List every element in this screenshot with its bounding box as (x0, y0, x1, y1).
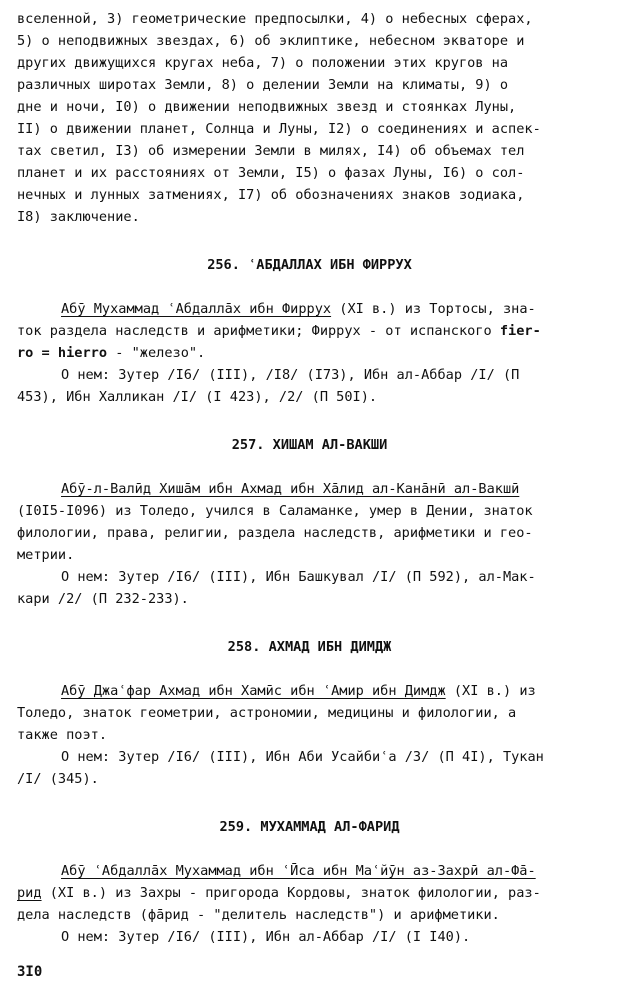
entry-256-line-3 (17, 342, 611, 364)
entry-259-heading: 259. МУХАММАД АЛ-ФАРИД (219, 819, 400, 835)
entry-257-refs-1: О нем: Зутер /I6/ (III), Ибн Башкувал /I/ (П 592), ал-Мак- (61, 569, 536, 585)
entry-257-line-1 (61, 478, 611, 500)
intro-line-8: планет и их расстояниях от Земли, I5) о фазах Луны, I6) о сол- (17, 165, 525, 181)
intro-line-9: нечных и лунных затмениях, I7) об обозначениях знаков зодиака, (17, 187, 525, 203)
entry-256-latin-2: ro = hierro (17, 345, 108, 361)
entry-259-name-part-2: рид (17, 885, 42, 901)
intro-line-5: дне и ночи, I0) о движении неподвижных звезд и стоянках Луны, (17, 99, 517, 115)
entry-256-line-1 (61, 298, 611, 320)
entry-257-heading: 257. ХИШАМ АЛ-ВАКШИ (231, 437, 388, 453)
entry-257-name: Абӯ-л-Валӣд Хишāм ибн Ахмад ибн Хāлид ал-Канāнӣ ал-Вакшӣ (61, 481, 520, 497)
entry-259-refs-1: О нем: Зутер /I6/ (III), Ибн ал-Аббар /I/ (I I40). (61, 929, 471, 945)
entry-258-line-3: также поэт. (17, 727, 108, 743)
entry-256-refs-1: О нем: Зутер /I6/ (III), /I8/ (I73), Ибн ал-Аббар /I/ (П (61, 367, 520, 383)
entry-258-name: Абӯ Джаʿфар Ахмад ибн Хамӣс ибн ʿАмир ибн Димдж (61, 683, 446, 699)
entry-256-line-1-rest: (XI в.) из Тортосы, зна- (331, 301, 536, 317)
entry-257-refs-2: кари /2/ (П 232-233). (17, 591, 189, 607)
entry-256-refs-2: 453), Ибн Халликан /I/ (I 423), /2/ (П 50I). (17, 389, 378, 405)
entry-258-line-1-rest: (XI в.) из (445, 683, 536, 699)
entry-259-line-2 (17, 882, 611, 904)
intro-line-3: других движущихся кругах неба, 7) о положении этих кругов на (17, 55, 509, 71)
page-number: 3I0 (17, 964, 43, 980)
entry-258-heading: 258. АХМАД ИБН ДИМДЖ (227, 639, 392, 655)
entry-258-line-2: Толедо, знаток геометрии, астрономии, медицины и филологии, а (17, 705, 517, 721)
entry-256-heading: 256. ʿАБДАЛЛАХ ИБН ФИРРУХ (207, 257, 412, 273)
entry-257-line-4: метрии. (17, 547, 75, 563)
entry-256-line-2-text: ток раздела наследств и арифметики; Фиррух - от испанского (17, 323, 500, 339)
entry-259-name-part-1: Абӯ ʿАбдаллāх Мухаммад ибн ʿӢса ибн Маʿйӯн аз-Захрӣ ал-Фā- (61, 863, 536, 879)
entry-256-line-2 (17, 320, 611, 342)
entry-257-line-2: (I0I5-I096) из Толедо, учился в Саламанке, умер в Дении, знаток (17, 503, 533, 519)
intro-line-10: I8) заключение. (17, 209, 140, 225)
entry-259-line-3: дела наследств (фāрид - "делитель наследств") и арифметики. (17, 907, 500, 923)
intro-line-7: тах светил, I3) об измерении Земли в милях, I4) об объемах тел (17, 143, 525, 159)
intro-line-1: вселенной, 3) геометрические предпосылки, 4) о небесных сферах, (17, 11, 533, 27)
entry-259-line-2-rest: (XI в.) из Захры - пригорода Кордовы, знаток филологии, раз- (41, 885, 541, 901)
entry-257-line-3: филологии, права, религии, раздела наследств, арифметики и гео- (17, 525, 533, 541)
entry-258-line-1 (61, 680, 611, 702)
intro-line-6: II) о движении планет, Солнца и Луны, I2) о соединениях и аспек- (17, 121, 541, 137)
intro-line-4: различных широтах Земли, 8) о делении Земли на климаты, 9) о (17, 77, 509, 93)
entry-259-line-1 (61, 860, 611, 882)
intro-line-2: 5) о неподвижных звездах, 6) об эклиптике, небесном экваторе и (17, 33, 525, 49)
entry-258-refs-1: О нем: Зутер /I6/ (III), Ибн Аби Усайбиʿа /3/ (П 4I), Тукан (61, 749, 544, 765)
entry-256-name: Абӯ Мухаммад ʿАбдаллāх ибн Фиррух (61, 301, 332, 317)
entry-256-latin-1: fier- (499, 323, 541, 339)
entry-258-refs-2: /I/ (345). (17, 771, 99, 787)
entry-256-line-3-rest: - "железо". (107, 345, 206, 361)
